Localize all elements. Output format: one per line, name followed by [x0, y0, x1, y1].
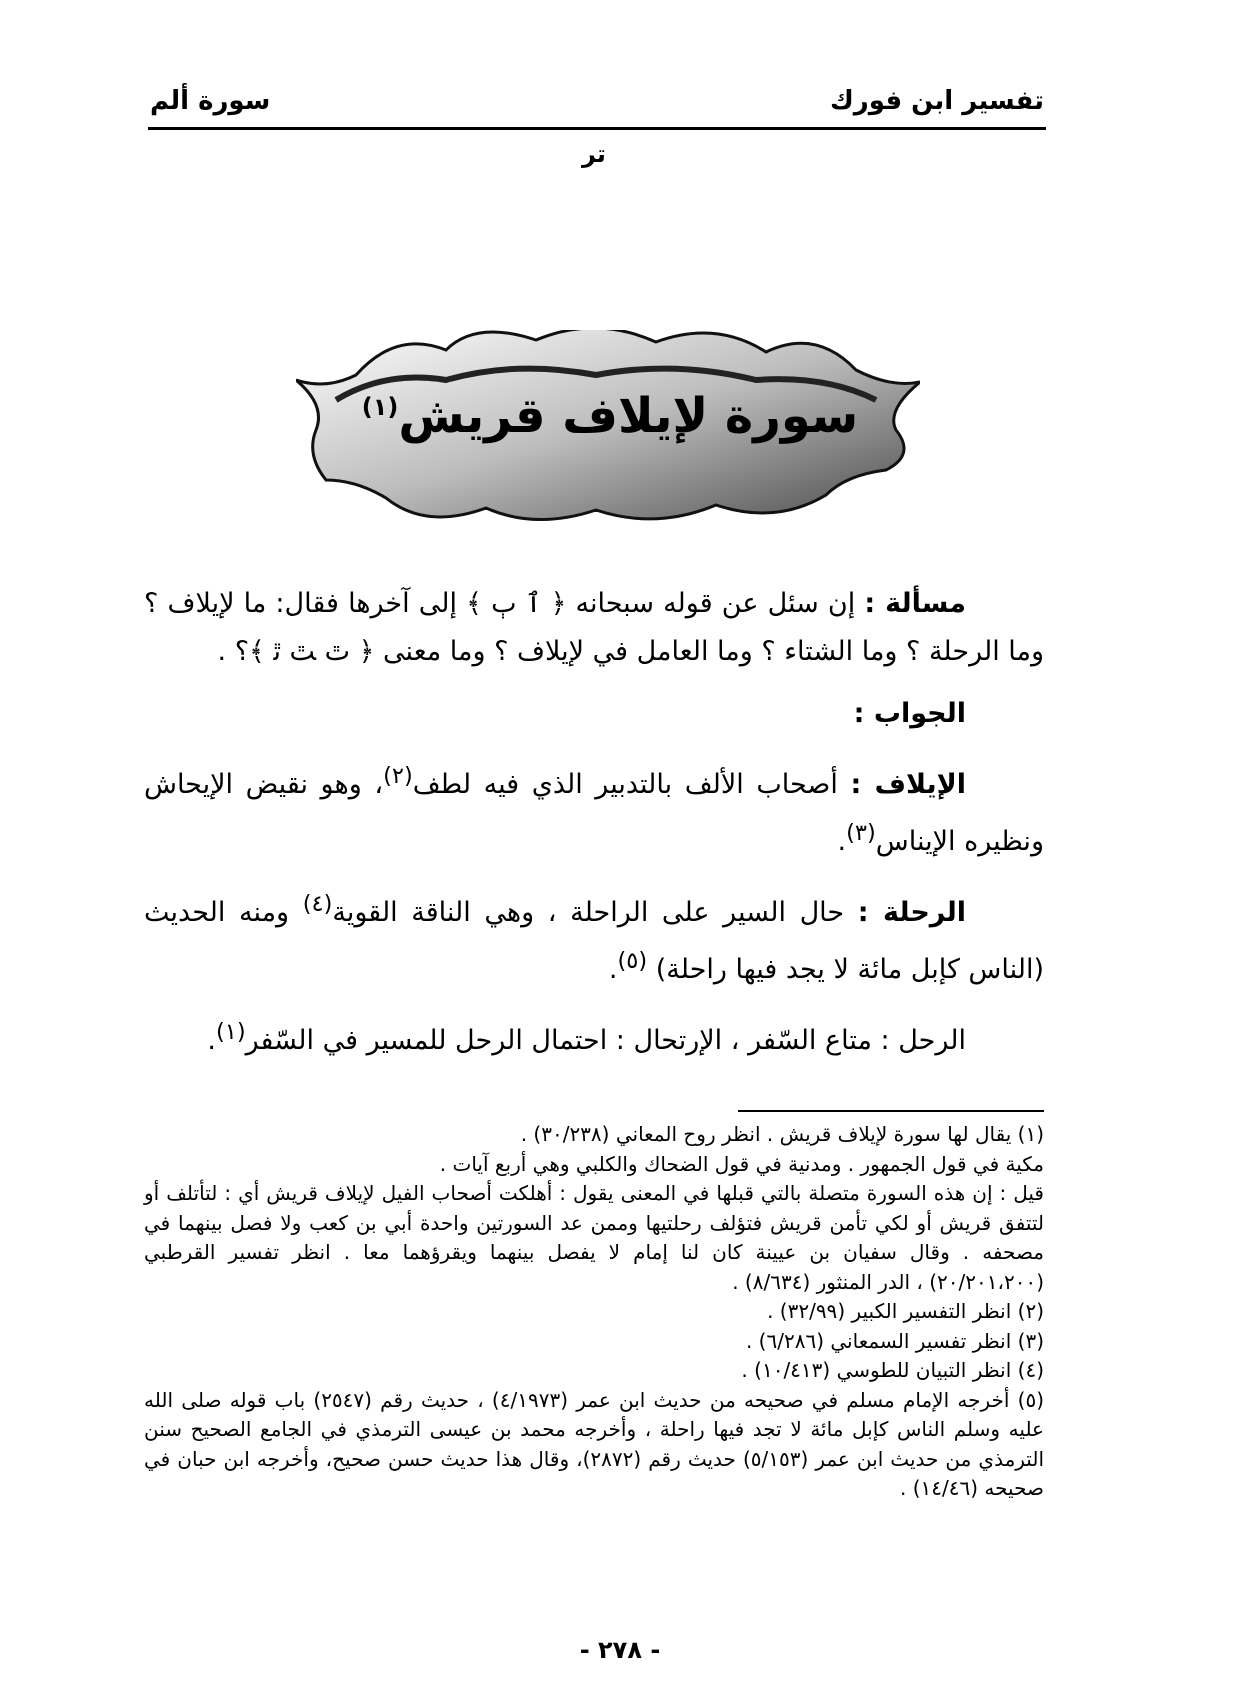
- rihla-label: الرحلة :: [857, 897, 966, 928]
- answer-label: الجواب :: [853, 698, 966, 729]
- footnote-3: (٣) انظر تفسير السمعاني (٦/٢٨٦) .: [745, 1328, 1044, 1353]
- footnote-divider: [738, 1110, 1044, 1112]
- ilaf-paragraph: الإيلاف : أصحاب الألف بالتدبير الذي فيه لطف$^{(٢)}$، وهو نقيض الإيحاش ونظيره الإيناس$^{(٣)}$.: [144, 763, 1044, 857]
- footnote-4: (٤) انظر التبيان للطوسي (١٠/٤١٣) .: [741, 1358, 1044, 1382]
- ilaf-text-2: ، وهو نقيض الإيحاش ونظيره الإيناس: [144, 769, 1044, 857]
- footnote-ref: (١): [215, 1019, 246, 1045]
- header-divider: [148, 127, 1046, 130]
- title-footnote-ref: (١): [361, 393, 399, 421]
- top-mark: تر: [582, 140, 606, 168]
- rahl-text: الرحل : متاع السّفر ، الإرتحال : احتمال الرحل للمسير في السّفر: [245, 1025, 966, 1056]
- footnote-5: (٥) أخرجه الإمام مسلم في صحيحه من حديث ابن عمر (٤/١٩٧٣) ، حديث رقم (٢٥٤٧) باب قوله صلى الله عليه وسلم الناس كإبل مائة لا تجد فيها راحلة ، وأخرجه محمد بن عيسى الترمذي في الجامع الصحيح سنن الترمذي من حديث ابن عمر (٥/١٥٣) حديث رقم (٢٨٧٢)، وقال هذا حديث حسن صحيح، وأخرجه ابن حبان في صحيحه (١٤/٤٦) .: [144, 1387, 1044, 1500]
- question-paragraph: [144, 580, 1044, 676]
- main-body: [144, 580, 1044, 1079]
- rahl-paragraph: الرحل : متاع السّفر ، الإرتحال : احتمال الرحل للمسير في السّفر$^{(١)}$.: [207, 1019, 966, 1056]
- rihla-paragraph: الرحلة : حال السير على الراحلة ، وهي الناقة القوية$^{(٤)}$ ومنه الحديث (الناس كإبل مائة لا يجد فيها راحلة) $^{(٥)}$.: [144, 891, 1044, 985]
- footnote-2: (٢) انظر التفسير الكبير (٣٢/٩٩) .: [767, 1299, 1044, 1323]
- footnotes: [144, 1120, 1044, 1504]
- surah-running-title: سورة ألم: [150, 86, 271, 116]
- book-title: تفسير ابن فورك: [829, 86, 1044, 116]
- ilaf-text: أصحاب الألف بالتدبير الذي فيه لطف: [412, 769, 838, 800]
- footnote-1-line-1: (١) يقال لها سورة لإيلاف قريش . انظر روح المعاني (٣٠/٢٣٨) .: [520, 1122, 1044, 1146]
- footnote-1-line-3: قيل : إن هذه السورة متصلة بالتي قبلها في المعنى يقول : أهلكت أصحاب الفيل لإيلاف قريش أي : لتأتلف أو لتتفق قريش أو لكي تأمن قريش فتؤلف رحلتيها وممن عد السورتين واحدة أبي بن كعب ولا فصل بينهما في مصحفه . وقال سفيان بن عيينة كان لنا إمام لا يفصل بينهما ويقرؤهما معا . انظر تفسير القرطبي (٢٠/٢٠١،٢٠٠) ، الدر المنثور (٨/٦٣٤) .: [144, 1181, 1044, 1294]
- footnote-1-line-2: مكية في قول الجمهور . ومدنية في قول الضحاك والكلبي وهي أربع آيات .: [439, 1151, 1044, 1176]
- footnote-ref: (٣): [846, 820, 876, 846]
- question-text: إن سئل عن قوله سبحانه ﴿ ٱ ﭒ ﴾ إلى آخرها فقال: ما لإيلاف ؟ وما الرحلة ؟ وما الشتاء ؟ وما العامل في لإيلاف ؟ وما معنى ﴿ ﭢ ﭣ ﭤ ﴾؟ .: [144, 588, 1044, 667]
- footnote-ref: (٤): [302, 891, 333, 917]
- question-label: مسألة :: [864, 588, 966, 619]
- footnote-ref: (٢): [383, 763, 413, 789]
- rihla-text-2: ومنه الحديث (الناس كإبل مائة لا يجد فيها راحلة): [144, 897, 1044, 985]
- ilaf-label: الإيلاف :: [850, 769, 966, 800]
- rihla-text: حال السير على الراحلة ، وهي الناقة القوية: [332, 897, 845, 928]
- page-number: - ٢٧٨ -: [579, 1636, 661, 1664]
- surah-title-text: سورة لإيلاف قريش: [398, 388, 859, 444]
- footnote-ref: (٥): [617, 948, 648, 974]
- surah-title: [300, 388, 920, 444]
